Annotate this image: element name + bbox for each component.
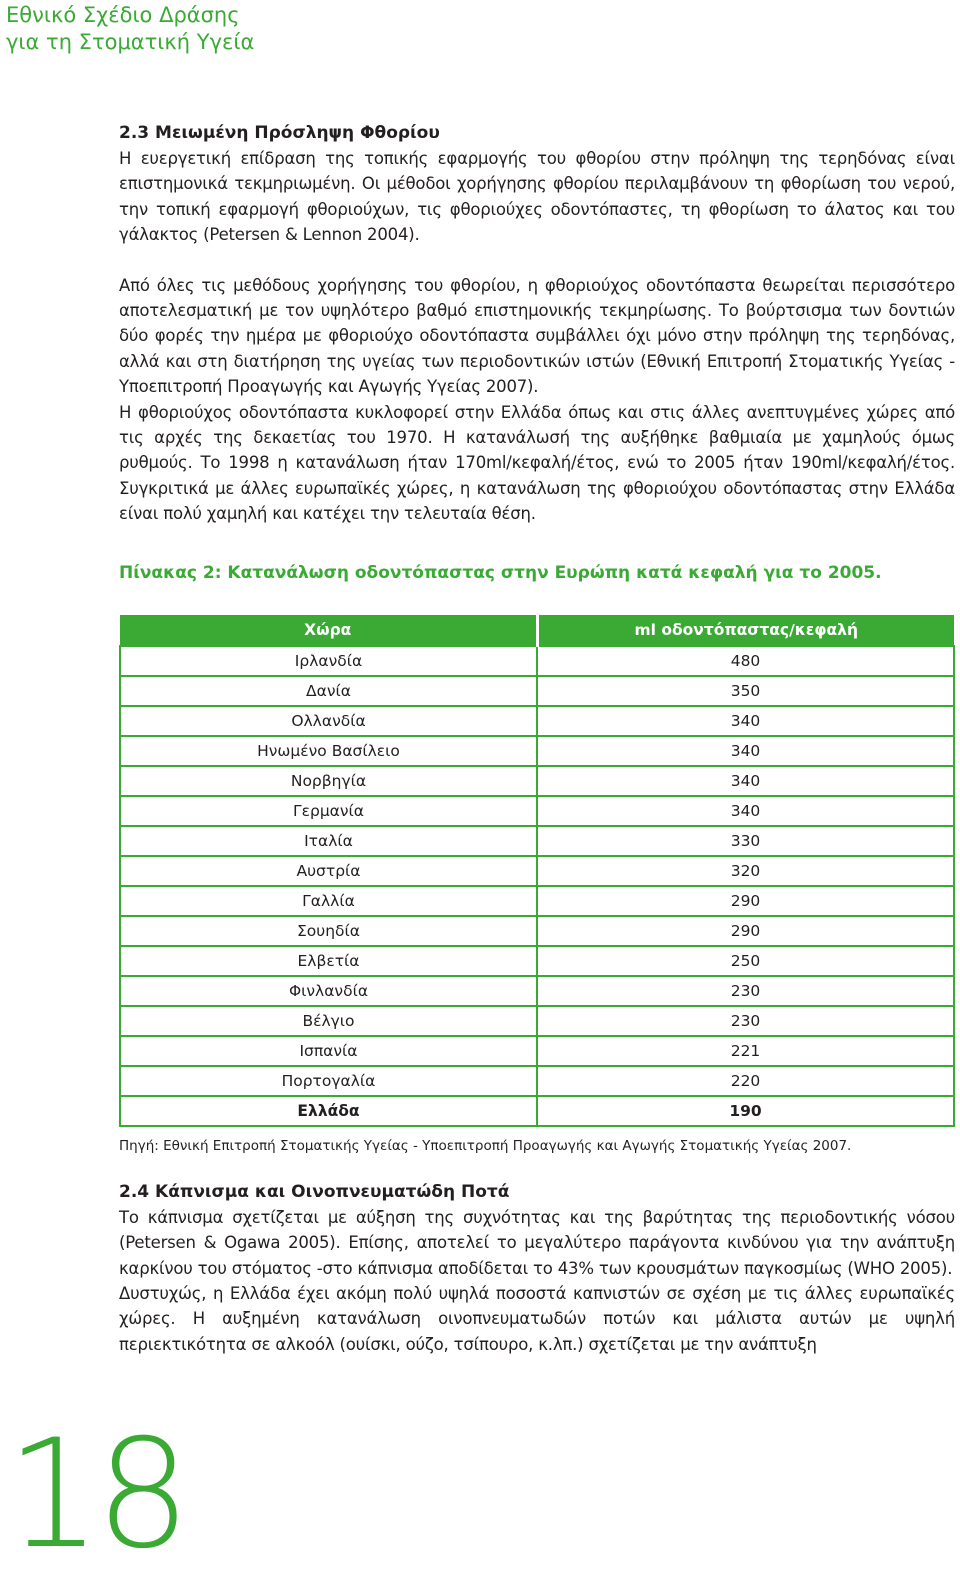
table-row bbox=[120, 916, 954, 946]
page-content bbox=[119, 120, 955, 1357]
table-source-note: Πηγή: Εθνική Επιτροπή Στοματικής Υγείας - Υποεπιτροπή Προαγωγής και Αγωγής Στοματικής Υγείας 2007. bbox=[119, 1137, 852, 1154]
table-row bbox=[120, 1006, 954, 1036]
table-row bbox=[120, 796, 954, 826]
cell-value: 190 bbox=[537, 1096, 954, 1126]
column-header-value: ml οδοντόπαστας/κεφαλή bbox=[537, 615, 954, 646]
paragraph: Η φθοριούχος οδοντόπαστα κυκλοφορεί στην Ελλάδα όπως και στις άλλες ανεπτυγμένες χώρες από τις αρχές της δεκαετίας του 1970. Η κατανάλωσή της αυξήθηκε βαθμιαία με χαμηλούς όμως ρυθμούς. Το 1998 η κατανάλωση ήταν 170ml/κεφαλή/έτος, ενώ το 2005 ήταν 190ml/κεφαλή/έτος. Συγκριτικά με άλλες ευρωπαϊκές χώρες, η κατανάλωση της φθοριούχου οδοντόπαστας στην Ελλάδα είναι πολύ χαμηλή και κατέχει την τελευταία θέση. bbox=[119, 402, 955, 524]
cell-value: 340 bbox=[537, 706, 954, 736]
table-row bbox=[120, 1036, 954, 1066]
cell-value: 330 bbox=[537, 826, 954, 856]
paragraph: Δυστυχώς, η Ελλάδα έχει ακόμη πολύ υψηλά ποσοστά καπνιστών σε σχέση με τις άλλες ευρωπαϊκές χώρες. Η αυξημένη κατανάλωση οινοπνευματωδών ποτών και μάλιστα αυτών με υψηλή περιεκτικότητα σε αλκοόλ (ουίσκι, ούζο, τσίπουρο, κ.λπ.) σχετίζεται με την ανάπτυξη bbox=[119, 1283, 955, 1354]
cell-value: 290 bbox=[537, 916, 954, 946]
cell-country: Ισπανία bbox=[120, 1036, 537, 1066]
cell-value: 221 bbox=[537, 1036, 954, 1066]
cell-country: Δανία bbox=[120, 676, 537, 706]
cell-value: 480 bbox=[537, 646, 954, 676]
cell-country: Ολλανδία bbox=[120, 706, 537, 736]
table-header-row bbox=[120, 615, 954, 646]
cell-value: 320 bbox=[537, 856, 954, 886]
cell-country: Σουηδία bbox=[120, 916, 537, 946]
cell-country: Ηνωμένο Βασίλειο bbox=[120, 736, 537, 766]
cell-value: 350 bbox=[537, 676, 954, 706]
cell-country: Γαλλία bbox=[120, 886, 537, 916]
table-row-highlighted bbox=[120, 1096, 954, 1126]
paragraph: Το κάπνισμα σχετίζεται με αύξηση της συχνότητας και της βαρύτητας της περιοδοντικής νόσου (Petersen & Ogawa 2005). Επίσης, αποτελεί το μεγαλύτερο παράγοντα κινδύνου για την ανάπτυξη καρκίνου του στόματος -στο κάπνισμα αποδίδεται το 43% των κρουσμάτων παγκοσμίως (WHO 2005). bbox=[119, 1207, 955, 1278]
cell-value: 340 bbox=[537, 736, 954, 766]
header-title-line2: για τη Στοματική Υγεία bbox=[6, 30, 255, 54]
cell-country: Γερμανία bbox=[120, 796, 537, 826]
toothpaste-consumption-table bbox=[119, 615, 955, 1127]
table-row bbox=[120, 646, 954, 676]
table-row bbox=[120, 826, 954, 856]
table-row bbox=[120, 766, 954, 796]
cell-value: 220 bbox=[537, 1066, 954, 1096]
cell-country: Φινλανδία bbox=[120, 976, 537, 1006]
page-number: 18 bbox=[6, 1408, 185, 1582]
table-row bbox=[120, 736, 954, 766]
cell-value: 230 bbox=[537, 976, 954, 1006]
cell-value: 340 bbox=[537, 796, 954, 826]
table-row bbox=[120, 1066, 954, 1096]
cell-country: Ελλάδα bbox=[120, 1096, 537, 1126]
table-row bbox=[120, 856, 954, 886]
table-row bbox=[120, 676, 954, 706]
section-heading-2-4: 2.4 Κάπνισμα και Οινοπνευματώδη Ποτά bbox=[119, 1181, 510, 1202]
document-header-title bbox=[6, 2, 254, 56]
table-caption: Πίνακας 2: Κατανάλωση οδοντόπαστας στην Ευρώπη κατά κεφαλή για το 2005. bbox=[119, 562, 882, 583]
table-row bbox=[120, 946, 954, 976]
cell-value: 230 bbox=[537, 1006, 954, 1036]
paragraph: Από όλες τις μεθόδους χορήγησης του φθορίου, η φθοριούχος οδοντόπαστα θεωρείται περισσότερο αποτελεσματική με τον υψηλότερο βαθμό επιστημονικής τεκμηρίωσης. Το βούρτσισμα των δοντιών δύο φορές την ημέρα με φθοριούχο οδοντόπαστα συμβάλλει όχι μόνο στην πρόληψη της τερηδόνας, αλλά και στη διατήρηση της υγείας των περιοδοντικών ιστών (Εθνική Επιτροπή Στοματικής Υγείας - Υποεπιτροπή Προαγωγής και Αγωγής Υγείας 2007). bbox=[119, 275, 955, 397]
cell-country: Νορβηγία bbox=[120, 766, 537, 796]
paragraph: Η ευεργετική επίδραση της τοπικής εφαρμογής του φθορίου στην πρόληψη της τερηδόνας είναι επιστημονικά τεκμηριωμένη. Οι μέθοδοι χορήγησης φθορίου περιλαμβάνουν τη φθορίωση του νερού, την τοπική εφαρμογή φθοριούχων, τις φθοριούχες οδοντόπαστες, τη φθορίωση το άλατος και του γάλακτος (Petersen & Lennon 2004). bbox=[119, 149, 955, 245]
cell-country: Βέλγιο bbox=[120, 1006, 537, 1036]
cell-value: 340 bbox=[537, 766, 954, 796]
cell-country: Ιρλανδία bbox=[120, 646, 537, 676]
cell-country: Ελβετία bbox=[120, 946, 537, 976]
column-header-country: Χώρα bbox=[120, 615, 537, 646]
section-2-4 bbox=[119, 1179, 955, 1357]
header-title-line1: Εθνικό Σχέδιο Δράσης bbox=[6, 3, 240, 27]
section-heading-2-3: 2.3 Μειωμένη Πρόσληψη Φθορίου bbox=[119, 123, 440, 143]
cell-country: Ιταλία bbox=[120, 826, 537, 856]
cell-value: 290 bbox=[537, 886, 954, 916]
cell-country: Πορτογαλία bbox=[120, 1066, 537, 1096]
table-row bbox=[120, 976, 954, 1006]
table-row bbox=[120, 706, 954, 736]
cell-country: Αυστρία bbox=[120, 856, 537, 886]
cell-value: 250 bbox=[537, 946, 954, 976]
table-row bbox=[120, 886, 954, 916]
